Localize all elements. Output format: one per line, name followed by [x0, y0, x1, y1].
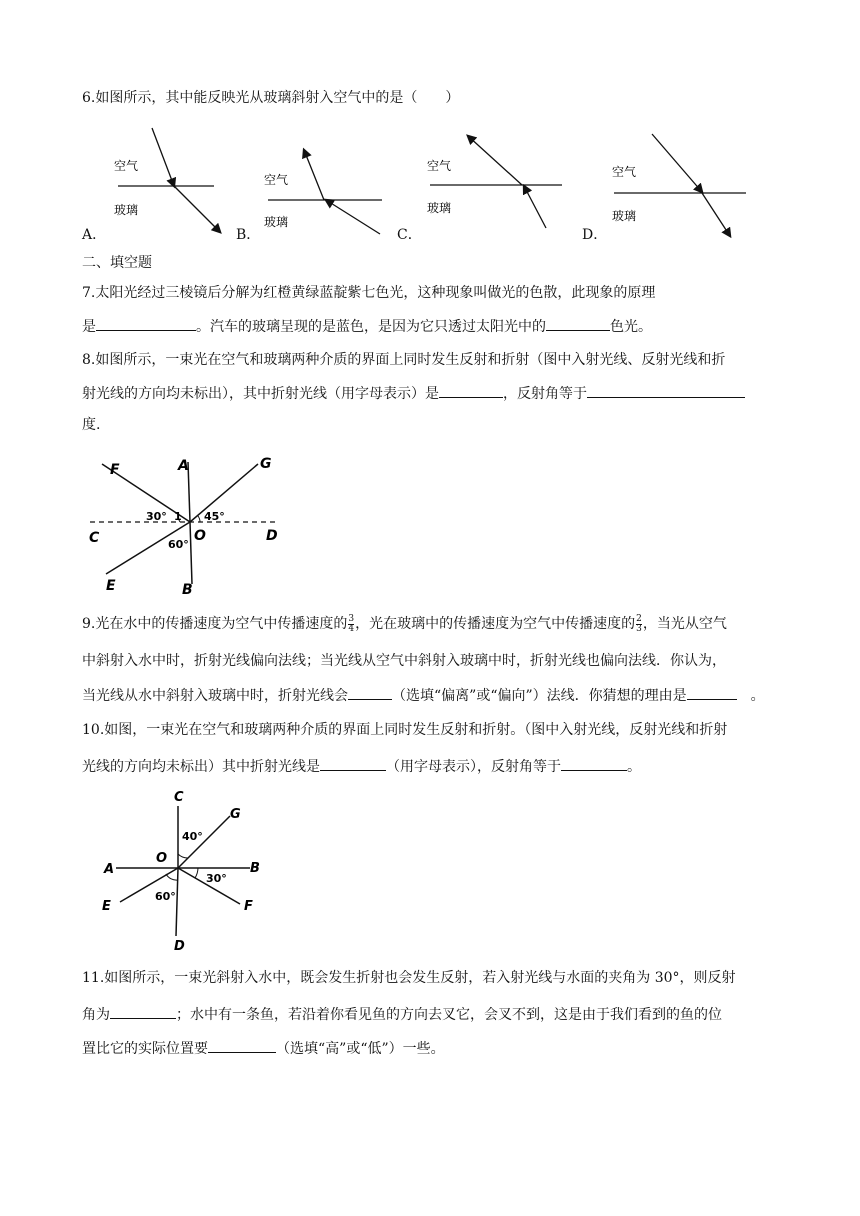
answer-blank[interactable] — [561, 755, 627, 771]
option-d-label: D． — [582, 227, 608, 243]
question-8-line-1: 8.如图所示，一束光在空气和玻璃两种介质的界面上同时发生反射和折射（图中入射光线、反射光线和折 — [82, 352, 726, 368]
answer-blank[interactable] — [348, 684, 392, 700]
label-g: G — [260, 456, 272, 472]
label-d: D — [174, 939, 185, 954]
question-8-line-3: 度. — [82, 417, 101, 433]
label-e: E — [102, 899, 111, 914]
text-segment: 。汽车的玻璃呈现的是蓝色，是因为它只透过太阳光中的 — [196, 319, 546, 335]
angle-45: 45° — [204, 510, 225, 523]
section-heading: 二、填空题 — [82, 255, 152, 271]
angle-30: 30° — [206, 872, 227, 885]
question-9-line-2: 中斜射入水中时，折射光线偏向法线；当光线从空气中斜射入玻璃中时，折射光线也偏向法线．你认为， — [82, 653, 726, 669]
text-segment: 当光线从水中斜射入玻璃中时，折射光线会 — [82, 688, 348, 704]
label-c: C — [89, 530, 100, 546]
label-b: B — [250, 861, 260, 876]
question-7-line-2 — [82, 315, 652, 337]
question-9-line-1 — [82, 614, 727, 634]
text-segment: （选填“高”或“低”）一些。 — [276, 1041, 445, 1057]
angle-60: 60° — [155, 890, 176, 903]
option-c-label: C． — [397, 227, 422, 243]
answer-blank[interactable] — [96, 315, 196, 331]
answer-blank[interactable] — [687, 684, 737, 700]
angle-40: 40° — [182, 830, 203, 843]
answer-blank[interactable] — [110, 1003, 176, 1019]
question-9-line-3 — [82, 684, 765, 706]
question-10-line-2 — [82, 755, 641, 777]
text-segment: 。 — [627, 759, 641, 775]
air-label: 空气 — [264, 173, 289, 187]
angle-30: 30° — [146, 510, 167, 523]
text-segment: ，反射角等于 — [503, 386, 587, 402]
answer-blank[interactable] — [587, 382, 745, 398]
question-7-line-1: 7.太阳光经过三棱镜后分解为红橙黄绿蓝靛紫七色光，这种现象叫做光的色散，此现象的原理 — [82, 285, 656, 301]
numerator: 3 — [348, 613, 355, 624]
label-c: C — [174, 790, 184, 805]
question-10-line-1: 10.如图，一束光在空气和玻璃两种介质的界面上同时发生反射和折射。（图中入射光线，反射光线和折射 — [82, 722, 728, 738]
air-label: 空气 — [427, 159, 452, 173]
label-f: F — [110, 462, 120, 478]
question-11-line-3 — [82, 1037, 445, 1059]
question-11-line-1: 11.如图所示，一束光斜射入水中，既会发生折射也会发生反射，若入射光线与水面的夹角为 30°，则反射 — [82, 970, 736, 986]
label-e: E — [106, 578, 116, 594]
fraction-three-quarters — [348, 615, 354, 634]
option-d-diagram — [612, 134, 746, 236]
air-label: 空气 — [612, 165, 637, 179]
label-f: F — [244, 899, 253, 914]
option-a-label: A． — [82, 227, 107, 243]
question-8-figure — [82, 448, 292, 598]
glass-label: 玻璃 — [264, 215, 289, 229]
question-11-line-2 — [82, 1003, 722, 1025]
glass-label: 玻璃 — [612, 209, 637, 223]
question-8-line-2 — [82, 382, 745, 404]
option-c-diagram — [427, 136, 562, 228]
text-segment: 角为 — [82, 1007, 110, 1023]
answer-blank[interactable] — [546, 315, 610, 331]
label-a: A — [178, 458, 189, 474]
denominator: 4 — [348, 623, 355, 634]
text-segment: 9.光在水中的传播速度为空气中传播速度的 — [82, 616, 348, 632]
fraction-two-thirds — [636, 615, 642, 634]
air-label: 空气 — [114, 159, 139, 173]
label-o: O — [194, 528, 206, 544]
label-b: B — [182, 582, 193, 598]
answer-blank[interactable] — [320, 755, 386, 771]
angle-60: 60° — [168, 538, 189, 551]
label-a: A — [104, 862, 115, 877]
text-segment: 色光。 — [610, 319, 652, 335]
question-6-text: 6.如图所示，其中能反映光从玻璃斜射入空气中的是（ ） — [82, 90, 460, 106]
answer-blank[interactable] — [208, 1037, 276, 1053]
text-segment: ，当光从空气 — [642, 616, 727, 632]
text-segment: 置比它的实际位置要 — [82, 1041, 208, 1057]
option-a-diagram — [114, 128, 220, 232]
text-segment: （用字母表示），反射角等于 — [386, 759, 561, 775]
question-10-figure — [100, 786, 270, 956]
label-d: D — [266, 528, 278, 544]
question-6-figure — [82, 118, 762, 248]
angle-mark-1: 1 — [174, 510, 182, 523]
text-segment: ，光在玻璃中的传播速度为空气中传播速度的 — [355, 616, 636, 632]
numerator: 2 — [636, 613, 642, 624]
label-o: O — [156, 851, 168, 866]
answer-blank[interactable] — [439, 382, 503, 398]
text-segment: 光线的方向均未标出）其中折射光线是 — [82, 759, 320, 775]
text-segment: （选填“偏离”或“偏向”）法线．你猜想的理由是 — [392, 688, 687, 704]
text-segment: ；水中有一条鱼，若沿着你看见鱼的方向去叉它，会叉不到，这是由于我们看到的鱼的位 — [176, 1007, 722, 1023]
text-segment: 。 — [736, 688, 765, 704]
option-b-diagram — [264, 150, 382, 234]
option-b-label: B． — [236, 227, 261, 243]
glass-label: 玻璃 — [114, 203, 139, 217]
glass-label: 玻璃 — [427, 201, 452, 215]
label-g: G — [230, 807, 241, 822]
denominator: 3 — [636, 623, 642, 634]
text-segment: 是 — [82, 319, 96, 335]
text-segment: 射光线的方向均未标出），其中折射光线（用字母表示）是 — [82, 386, 439, 402]
